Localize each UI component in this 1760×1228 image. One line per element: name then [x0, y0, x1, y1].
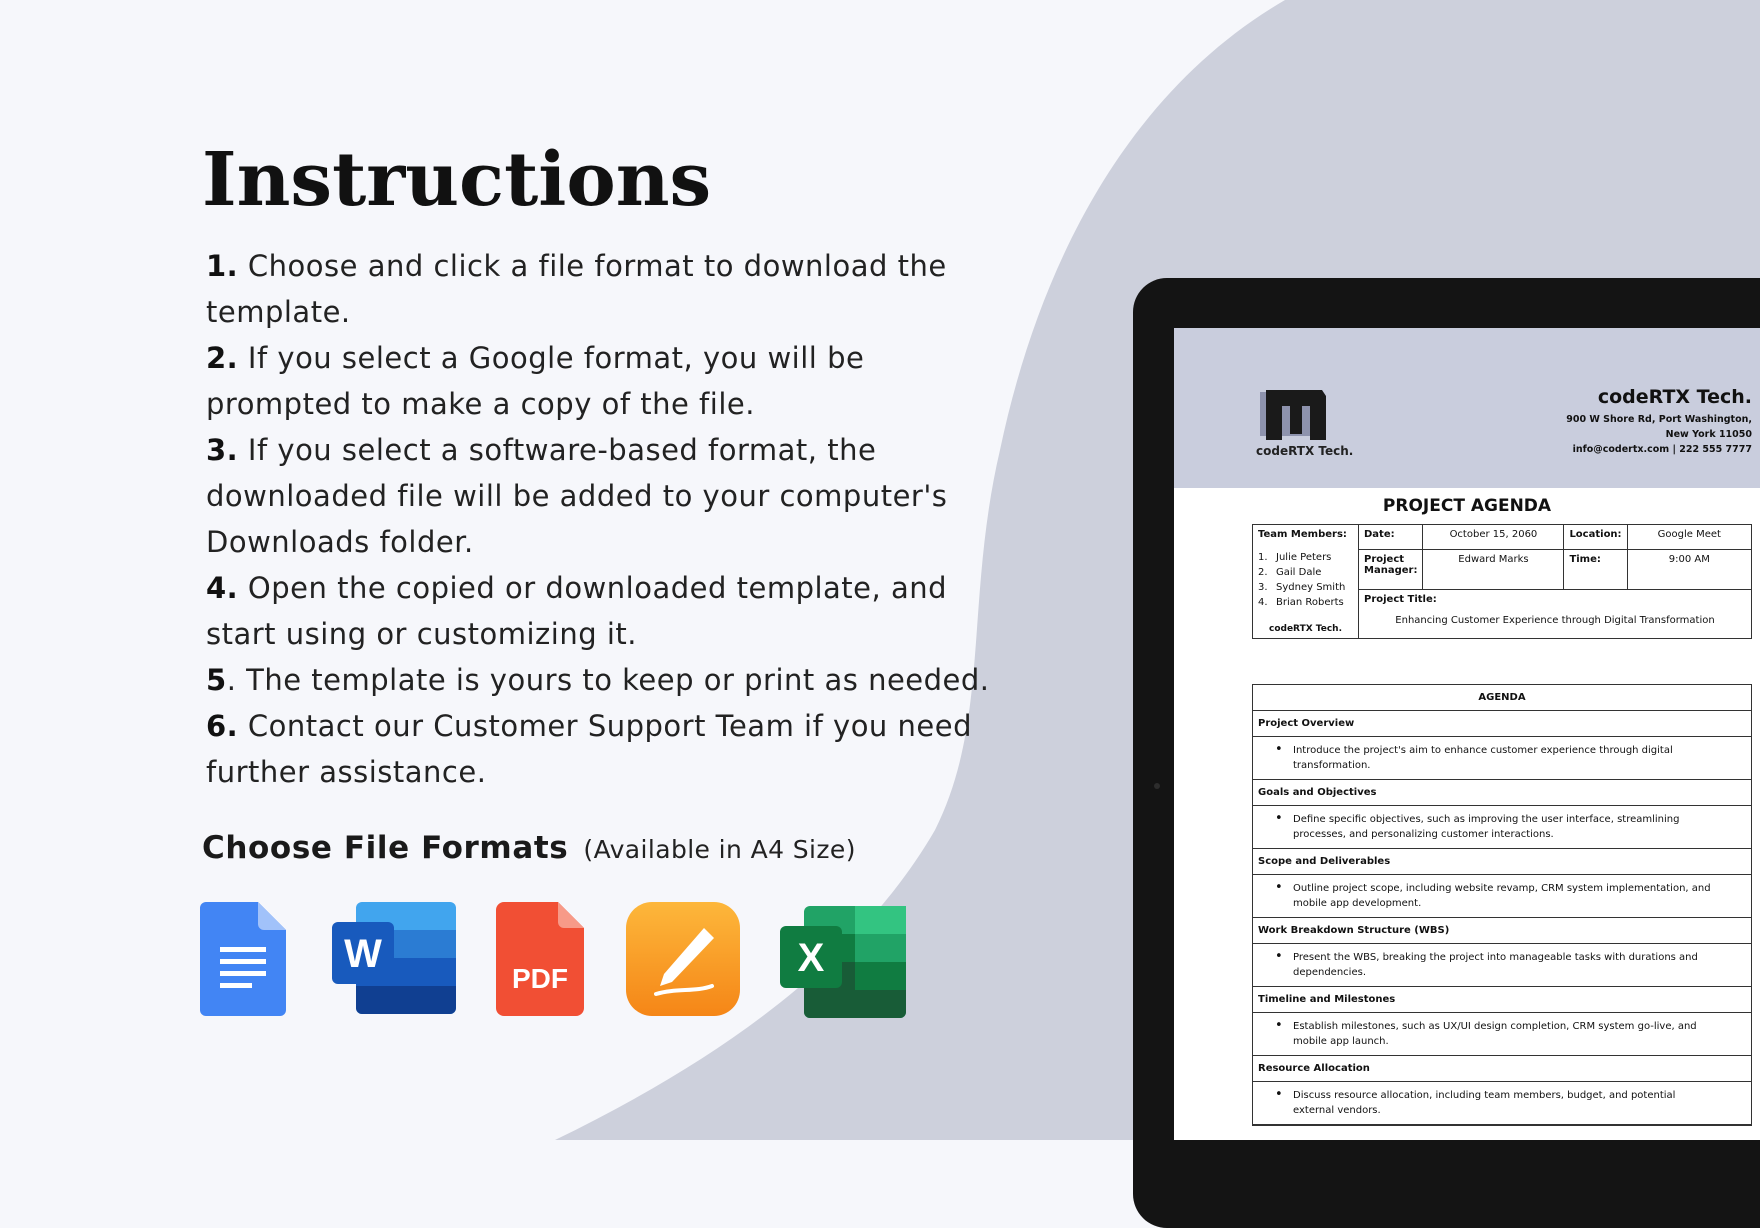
instruction-step: 1. Choose and click a file format to download the template. [206, 249, 947, 330]
instruction-step: 6. Contact our Customer Support Team if you need further assistance. [206, 709, 973, 790]
ms-word-icon[interactable] [332, 902, 456, 1014]
google-docs-icon[interactable] [200, 902, 286, 1016]
agenda-section-title: Resource Allocation [1253, 1056, 1751, 1082]
agenda-section-title: Work Breakdown Structure (WBS) [1253, 918, 1751, 944]
time-label: Time: [1564, 550, 1627, 590]
project-manager-label: Project Manager: [1359, 550, 1423, 590]
company-logo [1260, 390, 1326, 440]
team-members-label: Team Members: [1258, 529, 1347, 540]
project-manager-value: Edward Marks [1423, 550, 1564, 590]
location-label: Location: [1564, 525, 1627, 550]
document-header [1174, 328, 1760, 488]
ms-excel-icon[interactable] [780, 906, 906, 1018]
formats-heading [202, 830, 856, 866]
svg-text:W: W [344, 932, 382, 976]
project-title-label: Project Title: [1364, 594, 1437, 605]
apple-pages-icon[interactable] [626, 902, 740, 1016]
member-item: 2. Gail Dale [1258, 567, 1322, 578]
member-item: 1. Julie Peters [1258, 552, 1332, 563]
instruction-step: 4. Open the copied or downloaded template, and start using or customizing it. [206, 571, 948, 652]
agenda-table [1252, 684, 1752, 1126]
project-title-value: Enhancing Customer Experience through Digital Transformation [1395, 615, 1715, 626]
company-contact: info@codertx.com | 222 555 7777 [1572, 444, 1752, 455]
members-list [1258, 550, 1353, 610]
members-company: codeRTX Tech. [1268, 624, 1342, 634]
time-value: 9:00 AM [1627, 550, 1751, 590]
instructions-panel [202, 137, 1002, 795]
instructions-title: Instructions [202, 137, 712, 223]
formats-subheading: (Available in A4 Size) [583, 835, 856, 864]
agenda-section-title: Goals and Objectives [1253, 780, 1751, 806]
svg-text:PDF: PDF [512, 963, 568, 994]
agenda-section-title: Project Overview [1253, 711, 1751, 737]
formats-heading-text: Choose File Formats [202, 830, 569, 866]
company-name: codeRTX Tech. [1597, 386, 1752, 408]
agenda-section-title: Scope and Deliverables [1253, 849, 1751, 875]
agenda-heading: AGENDA [1253, 685, 1751, 711]
agenda-item: • Establish milestones, such as UX/UI design completion, CRM system go-live, and mobile app launch. [1253, 1013, 1751, 1056]
instruction-step: 2. If you select a Google format, you will be prompted to make a copy of the file. [206, 341, 865, 422]
agenda-item: • Discuss resource allocation, including team members, budget, and potential external vendors. [1253, 1082, 1751, 1125]
agenda-item: • Present the WBS, breaking the project into manageable tasks with durations and dependencies. [1253, 944, 1751, 987]
svg-text:X: X [797, 936, 825, 980]
instruction-step: 3. If you select a software-based format, the downloaded file will be added to your computer's Downloads folder. [206, 433, 948, 560]
info-table [1252, 524, 1752, 639]
instruction-steps [202, 243, 1002, 795]
document-preview [1174, 328, 1760, 1140]
logo-caption: codeRTX Tech. [1256, 444, 1354, 458]
tablet-camera [1154, 783, 1160, 789]
project-title-cell [1359, 590, 1752, 639]
date-value: October 15, 2060 [1423, 525, 1564, 550]
company-info [1566, 386, 1752, 457]
document-title: PROJECT AGENDA [1382, 496, 1552, 516]
company-address-line: 900 W Shore Rd, Port Washington, [1566, 414, 1752, 425]
location-value: Google Meet [1627, 525, 1751, 550]
company-address-line: New York 11050 [1665, 429, 1752, 440]
agenda-item: • Define specific objectives, such as improving the user interface, streamlining processes, and personalizing customer interactions. [1253, 806, 1751, 849]
agenda-item: • Introduce the project's aim to enhance customer experience through digital transformation. [1253, 737, 1751, 780]
date-label: Date: [1359, 525, 1423, 550]
member-item: 3. Sydney Smith [1258, 582, 1346, 593]
agenda-section-title: Timeline and Milestones [1253, 987, 1751, 1013]
team-members-cell [1253, 525, 1359, 639]
member-item: 4. Brian Roberts [1258, 597, 1344, 608]
pdf-icon[interactable] [496, 902, 584, 1016]
agenda-item: • Outline project scope, including website revamp, CRM system implementation, and mobile app development. [1253, 875, 1751, 918]
instruction-step: 5. The template is yours to keep or print as needed. [206, 663, 990, 698]
